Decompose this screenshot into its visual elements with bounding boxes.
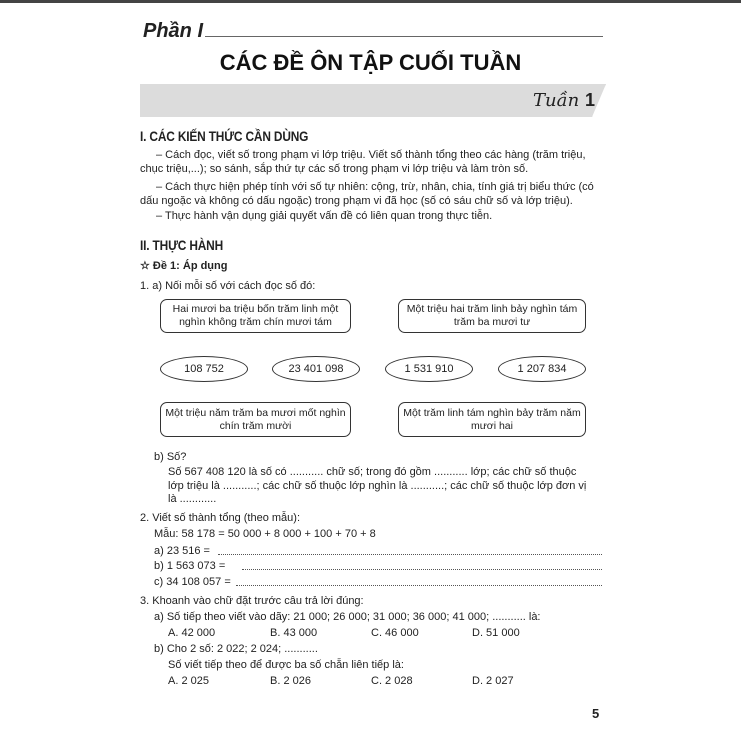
section2-heading: II. THỰC HÀNH — [140, 237, 224, 253]
q3b-text: b) Cho 2 số: 2 022; 2 024; ........... — [154, 643, 318, 655]
option[interactable]: B. 43 000 — [270, 627, 318, 639]
divider — [205, 36, 603, 37]
page-number: 5 — [592, 706, 600, 721]
option[interactable]: D. 2 027 — [472, 675, 514, 687]
option[interactable]: C. 2 028 — [371, 675, 413, 687]
number-ellipse: 23 401 098 — [272, 356, 360, 382]
q2-sample: Mẫu: 58 178 = 50 000 + 8 000 + 100 + 70 + 8 — [154, 528, 376, 540]
q2-item: c) 34 108 057 = — [154, 576, 231, 588]
q2-title: 2. Viết số thành tổng (theo mẫu): — [140, 512, 301, 524]
body-line: dấu ngoặc và không có dấu ngoặc) trong phạm vi đã học (số có sáu chữ số và lớp triệu). — [140, 195, 573, 207]
q3-title: 3. Khoanh vào chữ đặt trước câu trả lời đúng: — [140, 595, 364, 607]
number-ellipse: 1 531 910 — [385, 356, 473, 382]
week-heading — [530, 90, 595, 111]
week-label: Tuần — [533, 90, 580, 111]
answer-line[interactable] — [236, 585, 602, 586]
q2-item: b) 1 563 073 = — [154, 560, 226, 572]
exercise-title: ☆ Đề 1: Áp dụng — [140, 260, 228, 272]
answer-line[interactable] — [218, 554, 602, 555]
q1b-text: b) Số? — [154, 451, 187, 463]
option[interactable]: B. 2 026 — [270, 675, 311, 687]
option[interactable]: A. 2 025 — [168, 675, 209, 687]
part-label: Phần I — [143, 20, 204, 42]
q1b-line: là ............ — [168, 493, 217, 505]
reading-box: Một triệu năm trăm ba mươi mốt nghìn chín trăm mười — [160, 402, 351, 437]
q2-item: a) 23 516 = — [154, 545, 210, 557]
number-ellipse: 108 752 — [160, 356, 248, 382]
q1b-line: Số 567 408 120 là số có ........... chữ số; trong đó gồm ........... lớp; các chữ số thuộc — [168, 466, 577, 478]
q1b-line: lớp triệu là ...........; các chữ số thuộc lớp nghìn là ...........; các chữ số thuộc lớp đơn vị — [168, 480, 587, 492]
option[interactable]: A. 42 000 — [168, 627, 216, 639]
section1-heading: I. CÁC KIẾN THỨC CẦN DÙNG — [140, 128, 309, 144]
option[interactable]: D. 51 000 — [472, 627, 520, 639]
body-line: chục triệu,...); so sánh, sắp thứ tự các số trong phạm vi lớp triệu và làm tròn số. — [140, 163, 529, 175]
number-ellipse: 1 207 834 — [498, 356, 586, 382]
body-line: – Cách thực hiện phép tính với số tự nhiên: cộng, trừ, nhân, chia, tính giá trị biểu thức (có — [156, 181, 594, 193]
week-number: 1 — [584, 90, 595, 110]
reading-box: Một trăm linh tám nghìn bảy trăm năm mươi hai — [398, 402, 586, 437]
page-border — [0, 0, 741, 3]
q3a-text: a) Số tiếp theo viết vào dãy: 21 000; 26 000; 31 000; 36 000; 41 000; ........... là: — [154, 611, 541, 623]
option[interactable]: C. 46 000 — [371, 627, 419, 639]
page-title: CÁC ĐỀ ÔN TẬP CUỐI TUẦN — [219, 50, 522, 75]
reading-box: Một triệu hai trăm linh bảy nghìn tám trăm ba mươi tư — [398, 299, 586, 333]
answer-line[interactable] — [242, 569, 602, 570]
body-line: – Thực hành vận dụng giải quyết vấn đề có liên quan trong thực tiễn. — [156, 210, 493, 222]
q3b-text2: Số viết tiếp theo để được ba số chẵn liên tiếp là: — [168, 659, 404, 671]
body-line: – Cách đọc, viết số trong phạm vi lớp triệu. Viết số thành tổng theo các hàng (trăm triệu, — [156, 149, 586, 161]
q1a-text: 1. a) Nối mỗi số với cách đọc số đó: — [140, 280, 316, 292]
reading-box: Hai mươi ba triệu bốn trăm linh một nghìn không trăm chín mươi tám — [160, 299, 351, 333]
